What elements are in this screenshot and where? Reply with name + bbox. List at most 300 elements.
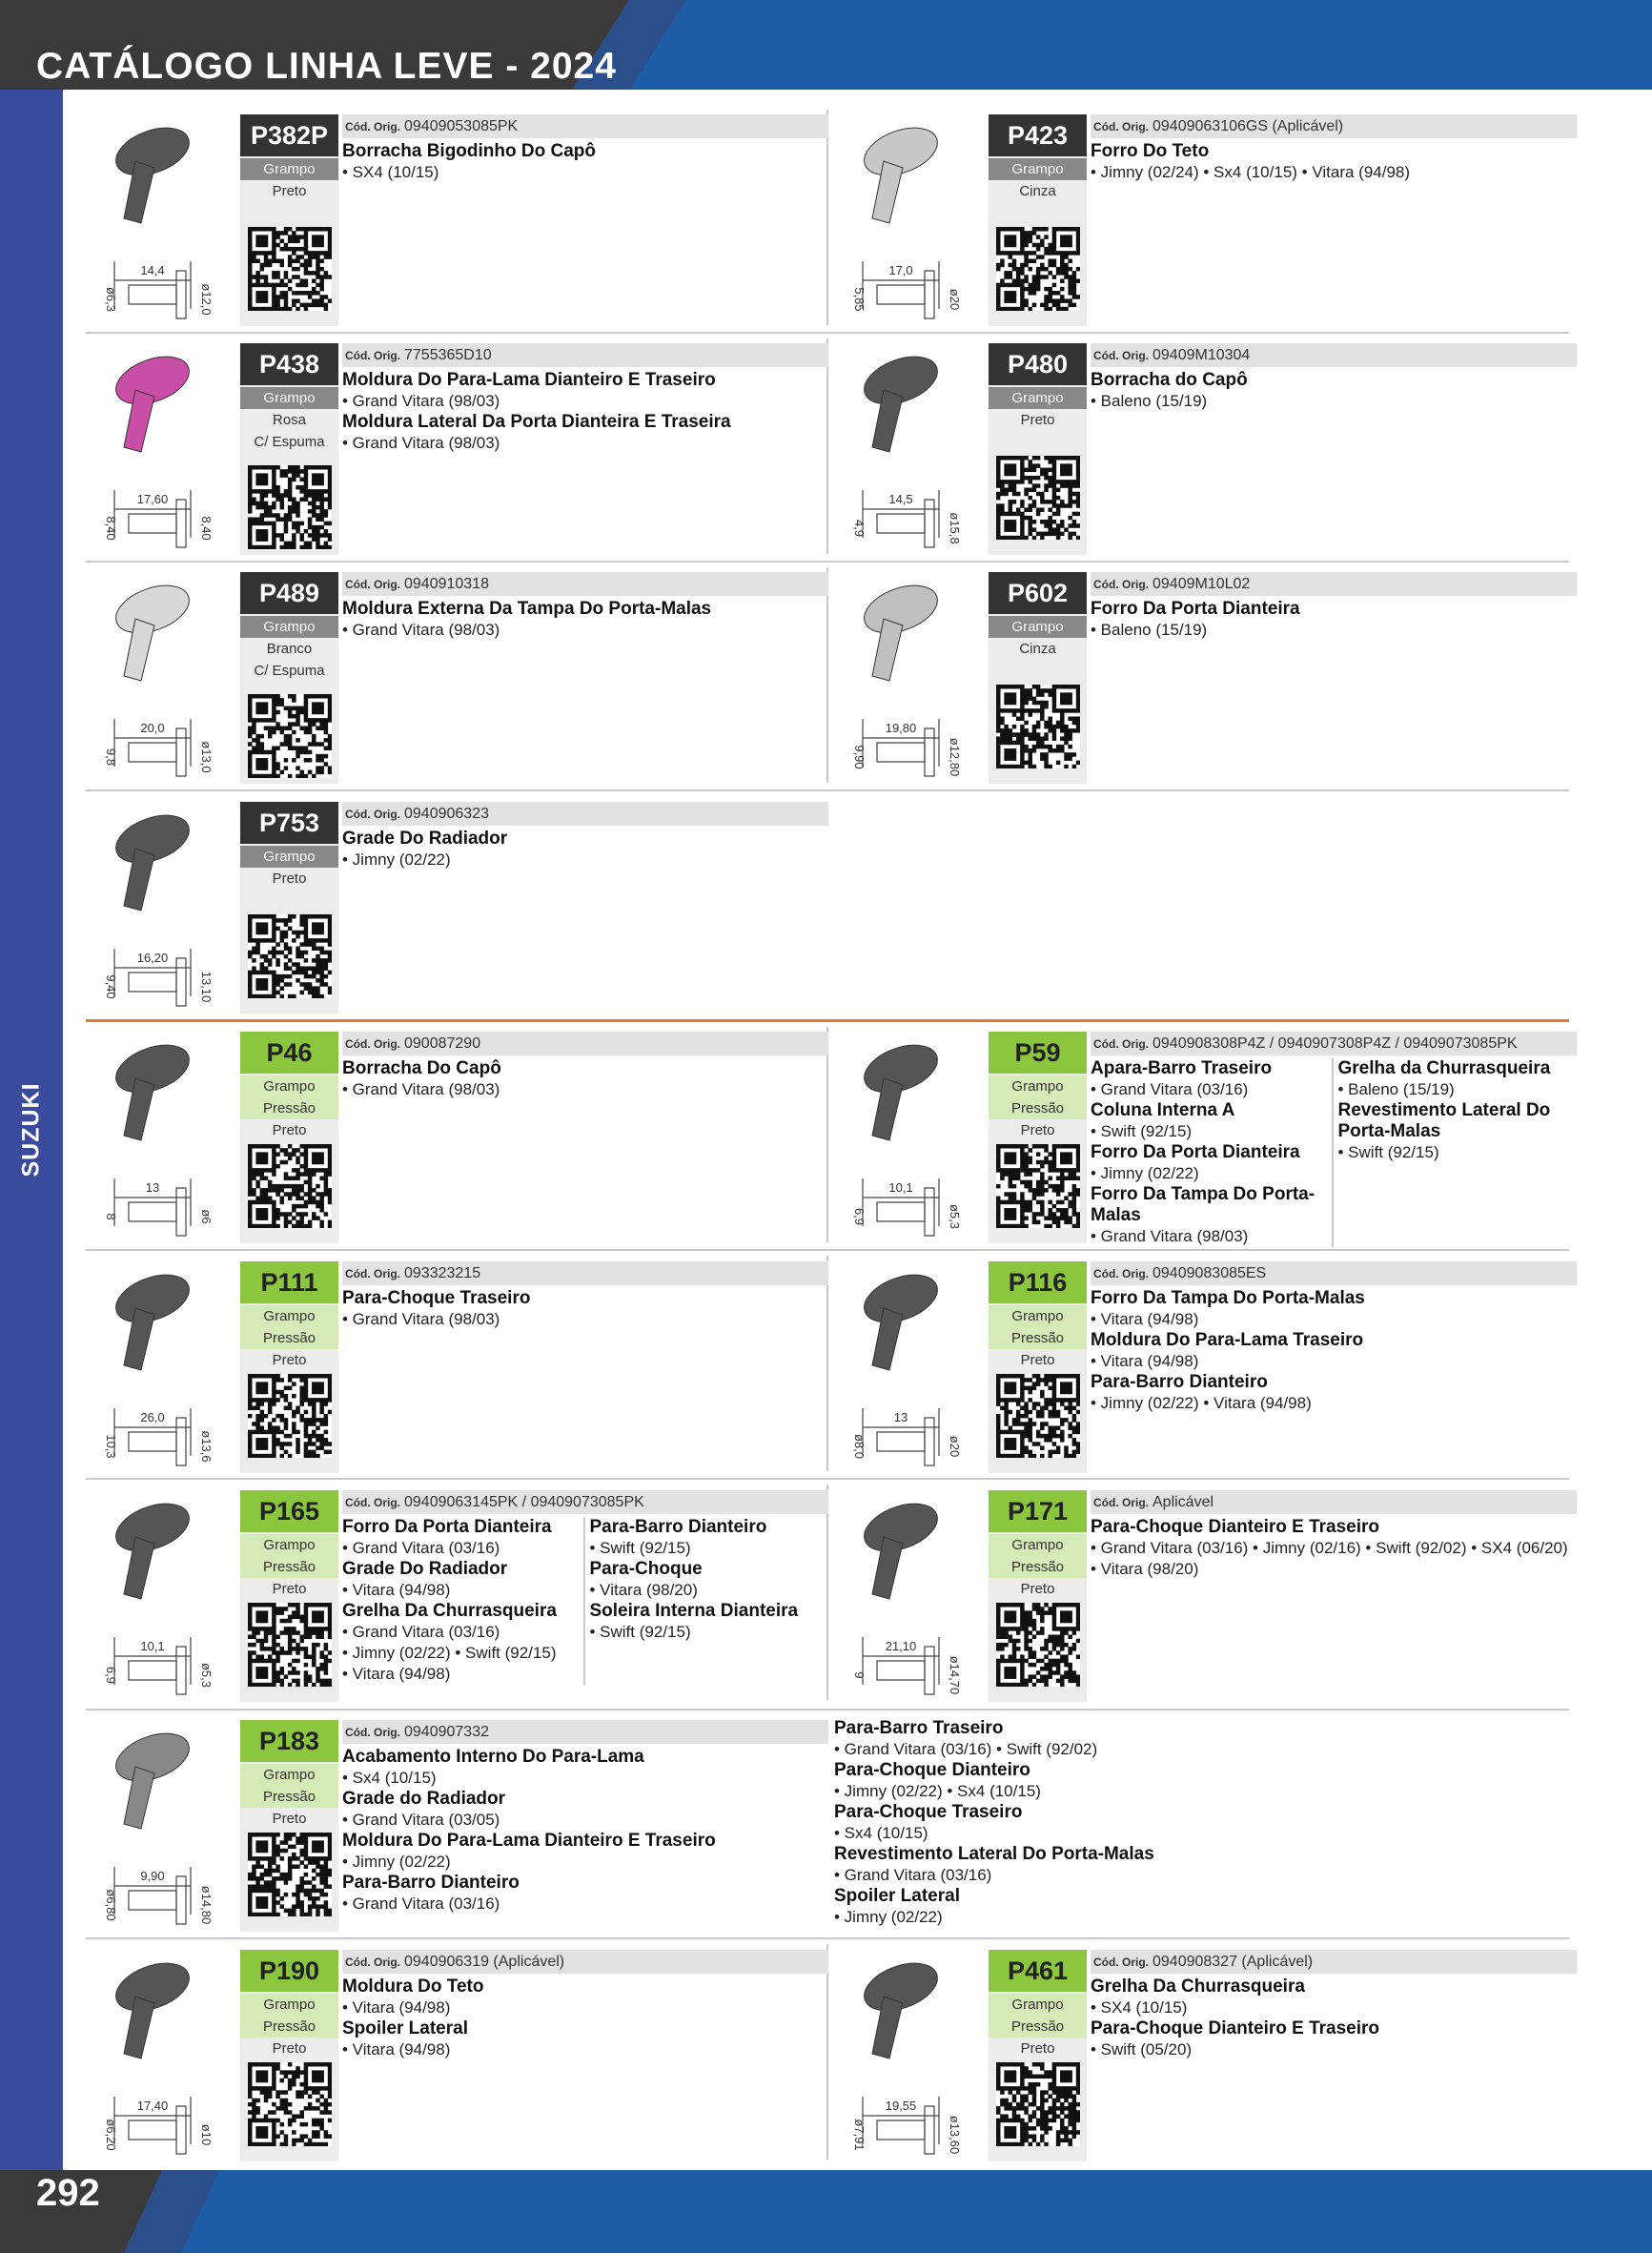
- original-code-value: 090087290: [404, 1035, 481, 1052]
- product-entry-p171: [834, 1490, 1587, 1715]
- product-attribute: Preto: [272, 1122, 307, 1138]
- qr-code[interactable]: [996, 2062, 1080, 2146]
- applications: [1091, 599, 1577, 641]
- original-code-bar: [342, 1490, 828, 1514]
- application-name: Borracha Do Capô: [342, 1058, 501, 1078]
- vehicle-line: • SX4 (10/15): [1091, 1998, 1188, 2017]
- product-attribute: C/ Espuma: [254, 663, 325, 679]
- application-name: Apara-Barro Traseiro: [1091, 1058, 1273, 1078]
- product-type: Grampo Pressão: [989, 1534, 1087, 1578]
- dimension-label: 17,60: [136, 492, 169, 506]
- application-name: Spoiler Lateral: [342, 2018, 468, 2038]
- dimension-label: ø5,3: [948, 1203, 962, 1230]
- product-code: P753: [240, 802, 338, 844]
- product-type: Grampo Pressão: [989, 1075, 1087, 1119]
- original-code-bar: [1091, 572, 1577, 596]
- original-code-value: 09409083085ES: [1152, 1265, 1267, 1281]
- vehicle-line: • Vitara (94/98): [342, 1665, 451, 1683]
- dimension-label: 6,9: [852, 1207, 867, 1226]
- product-entry-p165: [86, 1490, 839, 1715]
- original-code-label: Cód. Orig.: [1093, 578, 1149, 591]
- product-attribute: Preto: [272, 2040, 307, 2057]
- original-code-value: Aplicável: [1152, 1494, 1214, 1510]
- dimension-label: 17,40: [136, 2099, 169, 2113]
- application-name: Grelha Da Churrasqueira: [1091, 1976, 1305, 1997]
- dimension-label: 9,40: [104, 974, 118, 999]
- vehicle-line: • Grand Vitara (03/16): [342, 1623, 500, 1641]
- application-name: Forro Da Porta Dianteira: [1091, 1142, 1300, 1162]
- product-type: Grampo Pressão: [240, 1764, 338, 1808]
- vehicle-line: • Swift (92/15): [589, 1539, 691, 1557]
- dimension-label: 8,40: [104, 516, 118, 541]
- original-code-bar: [342, 343, 828, 367]
- dimension-label: 19,80: [885, 721, 917, 735]
- original-code-value: 09409063106GS (Aplicável): [1152, 118, 1344, 134]
- dimension-label: ø7,91: [852, 2119, 867, 2151]
- qr-code[interactable]: [248, 914, 332, 998]
- application-name: Para-Barro Traseiro: [834, 1718, 1004, 1738]
- original-code-value: 09409053085PK: [404, 118, 519, 134]
- dimension-label: 9,8: [104, 748, 118, 767]
- original-code-value: 09409M10304: [1152, 347, 1251, 363]
- application-name: Moldura Do Para-Lama Dianteiro E Traseiro: [342, 370, 716, 390]
- product-info: [342, 802, 828, 870]
- product-attribute: C/ Espuma: [254, 434, 325, 450]
- product-code: P183: [240, 1720, 338, 1762]
- product-attribute: Preto: [272, 1352, 307, 1368]
- application-name: Moldura Do Teto: [342, 1976, 484, 1997]
- application-name: Para-Barro Dianteiro: [589, 1517, 767, 1537]
- applications: [342, 1517, 828, 1685]
- application-name: Moldura Externa Da Tampa Do Porta-Malas: [342, 599, 712, 619]
- application-column: [342, 1517, 581, 1685]
- product-photo: [86, 1265, 231, 1479]
- product-info: [1091, 1032, 1577, 1247]
- original-code-bar: [342, 114, 828, 138]
- vehicle-line: • Jimny (02/22): [342, 1853, 451, 1871]
- application-column: [342, 1747, 828, 1915]
- application-name: Grade Do Radiador: [342, 1559, 508, 1579]
- original-code-value: 0940907332: [404, 1724, 489, 1740]
- product-type: Grampo Pressão: [989, 1994, 1087, 2038]
- product-attribute: Preto: [272, 870, 307, 887]
- product-type: Grampo Pressão: [240, 1075, 338, 1119]
- original-code-label: Cód. Orig.: [345, 808, 400, 821]
- qr-code[interactable]: [248, 1603, 332, 1687]
- product-photo: [834, 1954, 979, 2167]
- vehicle-line: • Grand Vitara (98/03): [342, 1310, 500, 1328]
- dimension-label: 9: [852, 1671, 867, 1679]
- original-code-label: Cód. Orig.: [345, 578, 400, 591]
- product-attribute: Preto: [1020, 412, 1055, 428]
- product-entry-p480: [834, 343, 1587, 568]
- product-photo: [86, 1494, 231, 1708]
- vehicle-line: • Grand Vitara (03/16): [342, 1539, 500, 1557]
- application-column: [1091, 1976, 1577, 2060]
- product-code: P59: [989, 1032, 1087, 1074]
- qr-code[interactable]: [248, 227, 332, 311]
- vehicle-line: • Grand Vitara (98/03): [342, 621, 500, 639]
- vehicle-line: • Swift (92/15): [1337, 1143, 1439, 1161]
- vehicle-line: • Swift (92/15): [1091, 1122, 1193, 1140]
- product-type: Grampo Pressão: [240, 1305, 338, 1349]
- original-code-label: Cód. Orig.: [1093, 1267, 1149, 1280]
- application-column: [1091, 370, 1577, 412]
- applications: [342, 1976, 828, 2060]
- application-name: Grelha Da Churrasqueira: [342, 1601, 557, 1621]
- footer-banner: [0, 2170, 1652, 2253]
- original-code-label: Cód. Orig.: [345, 1037, 400, 1051]
- product-entry-p382p: [86, 114, 839, 339]
- product-entry-p602: [834, 572, 1587, 797]
- dimension-label: 19,55: [885, 2099, 917, 2113]
- product-photo: [834, 1494, 979, 1708]
- original-code-label: Cód. Orig.: [1093, 1496, 1149, 1509]
- dimension-label: ø6,20: [104, 2119, 118, 2151]
- dimension-label: 13,10: [199, 971, 214, 1003]
- application-name: Coluna Interna A: [1091, 1100, 1235, 1120]
- product-attribute: Branco: [266, 641, 313, 657]
- vehicle-line: • Vitara (94/98): [1091, 1352, 1199, 1370]
- product-type: Grampo Pressão: [989, 1305, 1087, 1349]
- application-name: Grelha da Churrasqueira: [1337, 1058, 1551, 1078]
- dimension-label: ø6,3: [104, 286, 118, 313]
- application-name: Para-Barro Dianteiro: [342, 1873, 520, 1893]
- dimension-label: ø14,80: [199, 1885, 214, 1925]
- product-entry-p46: [86, 1032, 839, 1257]
- original-code-label: Cód. Orig.: [345, 1726, 400, 1739]
- dimension-label: ø10: [199, 2123, 214, 2146]
- product-photo: [834, 1035, 979, 1249]
- application-name: Grade Do Radiador: [342, 829, 508, 849]
- application-name: Revestimento Lateral Do Porta-Malas: [1337, 1100, 1551, 1141]
- dimension-label: ø14,70: [948, 1655, 962, 1695]
- product-code: P602: [989, 572, 1087, 614]
- product-attribute: Cinza: [1019, 183, 1056, 199]
- product-code: P480: [989, 343, 1087, 385]
- product-entry-p190: [86, 1950, 839, 2175]
- vehicle-line: • Jimny (02/22): [834, 1908, 943, 1926]
- vehicle-line: • Grand Vitara (98/03): [342, 392, 500, 410]
- product-entry-p753: [86, 802, 839, 1027]
- product-code: P461: [989, 1950, 1087, 1992]
- original-code-bar: [342, 1261, 828, 1285]
- dimension-label: ø15,8: [948, 512, 962, 544]
- application-column: [583, 1517, 829, 1685]
- dimension-label: 16,20: [136, 951, 169, 965]
- application-name: Revestimento Lateral Do Porta-Malas: [834, 1844, 1154, 1864]
- original-code-value: 09409063145PK / 09409073085PK: [404, 1494, 644, 1510]
- product-entry-p489: [86, 572, 839, 797]
- dimension-label: 4,9: [852, 519, 867, 538]
- applications: [1091, 1976, 1577, 2060]
- product-type: Grampo: [240, 387, 338, 409]
- application-column: [1332, 1058, 1578, 1247]
- product-info: [1091, 572, 1577, 641]
- dimension-label: ø8,0: [852, 1433, 867, 1460]
- application-name: Para-Choque Dianteiro: [834, 1760, 1030, 1780]
- qr-code[interactable]: [248, 1144, 332, 1228]
- dimension-label: ø6: [199, 1209, 214, 1224]
- qr-code[interactable]: [248, 465, 332, 549]
- product-info: [342, 1032, 828, 1100]
- page-number: 292: [36, 2172, 100, 2214]
- vehicle-line: • Grand Vitara (03/16): [1091, 1080, 1249, 1098]
- qr-code[interactable]: [248, 1833, 332, 1916]
- product-type: Grampo: [989, 387, 1087, 409]
- dimension-label: 5,85: [852, 287, 867, 312]
- original-code-value: 093323215: [404, 1265, 481, 1281]
- qr-code[interactable]: [248, 1374, 332, 1458]
- dimension-label: 17,0: [888, 263, 913, 277]
- vehicle-line: • Sx4 (10/15): [834, 1824, 928, 1842]
- vehicle-line: • Grand Vitara (03/05): [342, 1811, 500, 1829]
- original-code-value: 0940910318: [404, 576, 489, 592]
- dimension-label: 14,4: [140, 263, 165, 277]
- dimension-label: 10,3: [104, 1434, 118, 1459]
- original-code-bar: [1091, 114, 1577, 138]
- original-code-label: Cód. Orig.: [345, 1496, 400, 1509]
- dimension-label: ø13,0: [199, 741, 214, 773]
- product-code: P423: [989, 114, 1087, 156]
- application-column: [342, 829, 828, 870]
- dimension-label: ø12,0: [199, 283, 214, 316]
- dimension-label: 6,9: [104, 1666, 118, 1685]
- product-attribute: Preto: [272, 183, 307, 199]
- original-code-label: Cód. Orig.: [1093, 349, 1149, 362]
- product-attribute: Preto: [272, 1581, 307, 1597]
- dimension-label: ø6,80: [104, 1889, 118, 1921]
- application-name: Forro Da Porta Dianteira: [1091, 599, 1300, 619]
- product-photo: [86, 118, 231, 332]
- product-type: Grampo: [989, 158, 1087, 180]
- product-info: [1091, 1950, 1577, 2060]
- vehicle-line: • Sx4 (10/15): [342, 1769, 437, 1787]
- application-column: [342, 1288, 828, 1330]
- original-code-label: Cód. Orig.: [345, 349, 400, 362]
- application-name: Borracha Bigodinho Do Capô: [342, 141, 596, 161]
- product-photo: [834, 118, 979, 332]
- applications: [1091, 370, 1577, 412]
- dimension-label: 21,10: [885, 1639, 917, 1653]
- original-code-bar: [342, 802, 828, 826]
- product-code: P489: [240, 572, 338, 614]
- vehicle-line: • Vitara (94/98): [342, 1998, 451, 2017]
- application-column: [342, 1976, 828, 2060]
- product-entry-p183: [86, 1720, 839, 1945]
- application-name: Forro Da Porta Dianteira: [342, 1517, 552, 1537]
- application-column: [1091, 141, 1577, 183]
- original-code-bar: [342, 1720, 828, 1744]
- application-name: Moldura Lateral Da Porta Dianteira E Traseira: [342, 412, 731, 432]
- dimension-label: 8,40: [199, 516, 214, 541]
- vehicle-line: • Grand Vitara (03/16): [342, 1895, 500, 1913]
- original-code-label: Cód. Orig.: [345, 120, 400, 133]
- product-info: [1091, 343, 1577, 412]
- applications: [1091, 1288, 1577, 1414]
- product-attribute: Cinza: [1019, 641, 1056, 657]
- dimension-label: ø20: [948, 1435, 962, 1458]
- original-code-bar: [342, 572, 828, 596]
- product-attribute: Preto: [1020, 1581, 1055, 1597]
- product-code: P46: [240, 1032, 338, 1074]
- product-photo: [86, 1954, 231, 2167]
- product-code: P116: [989, 1261, 1087, 1303]
- product-photo: [834, 347, 979, 561]
- application-name: Moldura Do Para-Lama Traseiro: [1091, 1330, 1364, 1350]
- product-photo: [86, 1035, 231, 1249]
- qr-code[interactable]: [996, 227, 1080, 311]
- vehicle-line: • Grand Vitara (98/03): [342, 434, 500, 452]
- vehicle-line: • Baleno (15/19): [1337, 1080, 1455, 1098]
- product-info: [342, 572, 828, 641]
- dimension-label: 10,1: [140, 1639, 165, 1653]
- product-info: [1091, 114, 1577, 183]
- vehicle-line: • Jimny (02/22) • Swift (92/15): [342, 1644, 557, 1662]
- qr-code[interactable]: [248, 2062, 332, 2146]
- original-code-value: 0940908327 (Aplicável): [1152, 1954, 1314, 1970]
- dimension-label: 14,5: [888, 492, 913, 506]
- application-column: [1091, 1517, 1577, 1580]
- product-info: [342, 1261, 828, 1330]
- applications: [342, 1747, 828, 1915]
- dimension-label: 13: [145, 1180, 160, 1195]
- dimension-label: 8: [104, 1213, 118, 1220]
- dimension-label: 26,0: [140, 1410, 165, 1424]
- original-code-bar: [342, 1950, 828, 1974]
- brand-side-label: SUZUKI: [17, 1082, 45, 1178]
- vehicle-line: • Jimny (02/22) • Vitara (94/98): [1091, 1394, 1312, 1412]
- vehicle-line: • Grand Vitara (03/16): [834, 1866, 992, 1884]
- original-code-value: 7755365D10: [404, 347, 492, 363]
- application-name: Grade do Radiador: [342, 1789, 506, 1809]
- vehicle-line: • Vitara (94/98): [1091, 1310, 1199, 1328]
- product-entry-p438: [86, 343, 839, 568]
- product-photo: [86, 576, 231, 789]
- original-code-bar: [342, 1032, 828, 1055]
- application-name: Para-Choque Dianteiro E Traseiro: [1091, 2018, 1380, 2038]
- product-info: [342, 1490, 828, 1685]
- application-name: Para-Choque: [589, 1559, 703, 1579]
- original-code-label: Cód. Orig.: [1093, 120, 1149, 133]
- original-code-label: Cód. Orig.: [345, 1956, 400, 1969]
- application-name: Para-Choque Traseiro: [342, 1288, 531, 1308]
- product-photo: [834, 1265, 979, 1479]
- application-name: Para-Choque Traseiro: [834, 1802, 1023, 1822]
- product-photo: [834, 576, 979, 789]
- vehicle-line: • Baleno (15/19): [1091, 621, 1208, 639]
- vehicle-line: • Vitara (98/20): [589, 1581, 698, 1599]
- application-name: Forro Da Tampa Do Porta-Malas: [1091, 1288, 1365, 1308]
- applications: [342, 829, 828, 870]
- application-column: [342, 141, 828, 183]
- qr-code[interactable]: [996, 1603, 1080, 1687]
- qr-code[interactable]: [248, 694, 332, 778]
- vehicle-line: • Jimny (02/22) • Sx4 (10/15): [834, 1782, 1041, 1800]
- original-code-label: Cód. Orig.: [1093, 1037, 1149, 1051]
- catalog-title: CATÁLOGO LINHA LEVE - 2024: [36, 46, 617, 87]
- dimension-label: ø13,6: [199, 1430, 214, 1463]
- dimension-label: 9,90: [140, 1869, 165, 1883]
- product-info: [342, 1950, 828, 2060]
- product-code: P382P: [240, 114, 338, 156]
- product-type: Grampo: [240, 158, 338, 180]
- dimension-label: 10,1: [888, 1180, 913, 1195]
- application-name: Soleira Interna Dianteira: [589, 1601, 799, 1621]
- product-type: Grampo Pressão: [240, 1994, 338, 2038]
- application-name: Para-Barro Dianteiro: [1091, 1372, 1268, 1392]
- application-name: Forro Da Tampa Do Porta-Malas: [1091, 1184, 1315, 1225]
- product-info: [342, 1720, 828, 1915]
- product-type: Grampo: [989, 616, 1087, 638]
- qr-code[interactable]: [996, 456, 1080, 540]
- vehicle-line: • Jimny (02/22): [342, 850, 451, 869]
- qr-code[interactable]: [996, 1374, 1080, 1458]
- dimension-label: ø12,80: [948, 737, 962, 777]
- product-info: [1091, 1490, 1577, 1580]
- product-code: P165: [240, 1490, 338, 1532]
- product-attribute: Rosa: [272, 412, 307, 428]
- product-entry-p59: [834, 1032, 1587, 1257]
- applications: [342, 370, 828, 454]
- original-code-bar: [1091, 1950, 1577, 1974]
- dimension-label: 20,0: [140, 721, 165, 735]
- product-info: [1091, 1261, 1577, 1414]
- dimension-label: ø20: [948, 288, 962, 311]
- qr-code[interactable]: [996, 1144, 1080, 1228]
- product-attribute: Preto: [1020, 1352, 1055, 1368]
- application-column: [1091, 599, 1577, 641]
- vehicle-line: • Vitara (94/98): [342, 2040, 451, 2058]
- application-column: [1091, 1288, 1577, 1414]
- product-info: [342, 114, 828, 183]
- vehicle-line: • Grand Vitara (03/16) • Jimny (02/16) • Swift (92/02) • SX4 (06/20): [1091, 1539, 1568, 1557]
- vehicle-line: • Vitara (94/98): [342, 1581, 451, 1599]
- dimension-label: ø5,3: [199, 1662, 214, 1689]
- vehicle-line: • Swift (92/15): [589, 1623, 691, 1641]
- vehicle-line: • Jimny (02/22): [1091, 1164, 1199, 1182]
- product-entry-p111: [86, 1261, 839, 1486]
- vehicle-line: • SX4 (10/15): [342, 163, 439, 181]
- applications: [342, 1288, 828, 1330]
- applications: [1091, 1517, 1577, 1580]
- product-code: P111: [240, 1261, 338, 1303]
- application-column: [1091, 1058, 1330, 1247]
- product-code: P190: [240, 1950, 338, 1992]
- applications: [342, 599, 828, 641]
- qr-code[interactable]: [996, 685, 1080, 768]
- applications: [342, 1058, 828, 1100]
- product-attribute: Preto: [1020, 1122, 1055, 1138]
- original-code-value: 0940908308P4Z / 0940907308P4Z / 09409073085PK: [1152, 1035, 1518, 1052]
- applications: [1091, 1058, 1577, 1247]
- original-code-label: Cód. Orig.: [1093, 1956, 1149, 1969]
- vehicle-line: • Vitara (98/20): [1091, 1560, 1199, 1578]
- product-info: [342, 343, 828, 454]
- original-code-bar: [1091, 1490, 1577, 1514]
- product-photo: [86, 1724, 231, 1937]
- product-attribute: Preto: [272, 1811, 307, 1827]
- original-code-label: Cód. Orig.: [345, 1267, 400, 1280]
- product-type: Grampo: [240, 846, 338, 868]
- dimension-label: 9,90: [852, 745, 867, 769]
- product-entry-p116: [834, 1261, 1587, 1486]
- product-entry-p461: [834, 1950, 1587, 2175]
- original-code-value: 0940906319 (Aplicável): [404, 1954, 565, 1970]
- application-name: Forro Do Teto: [1091, 141, 1210, 161]
- vehicle-line: • Jimny (02/24) • Sx4 (10/15) • Vitara (94/98): [1091, 163, 1411, 181]
- application-name: Spoiler Lateral: [834, 1886, 960, 1906]
